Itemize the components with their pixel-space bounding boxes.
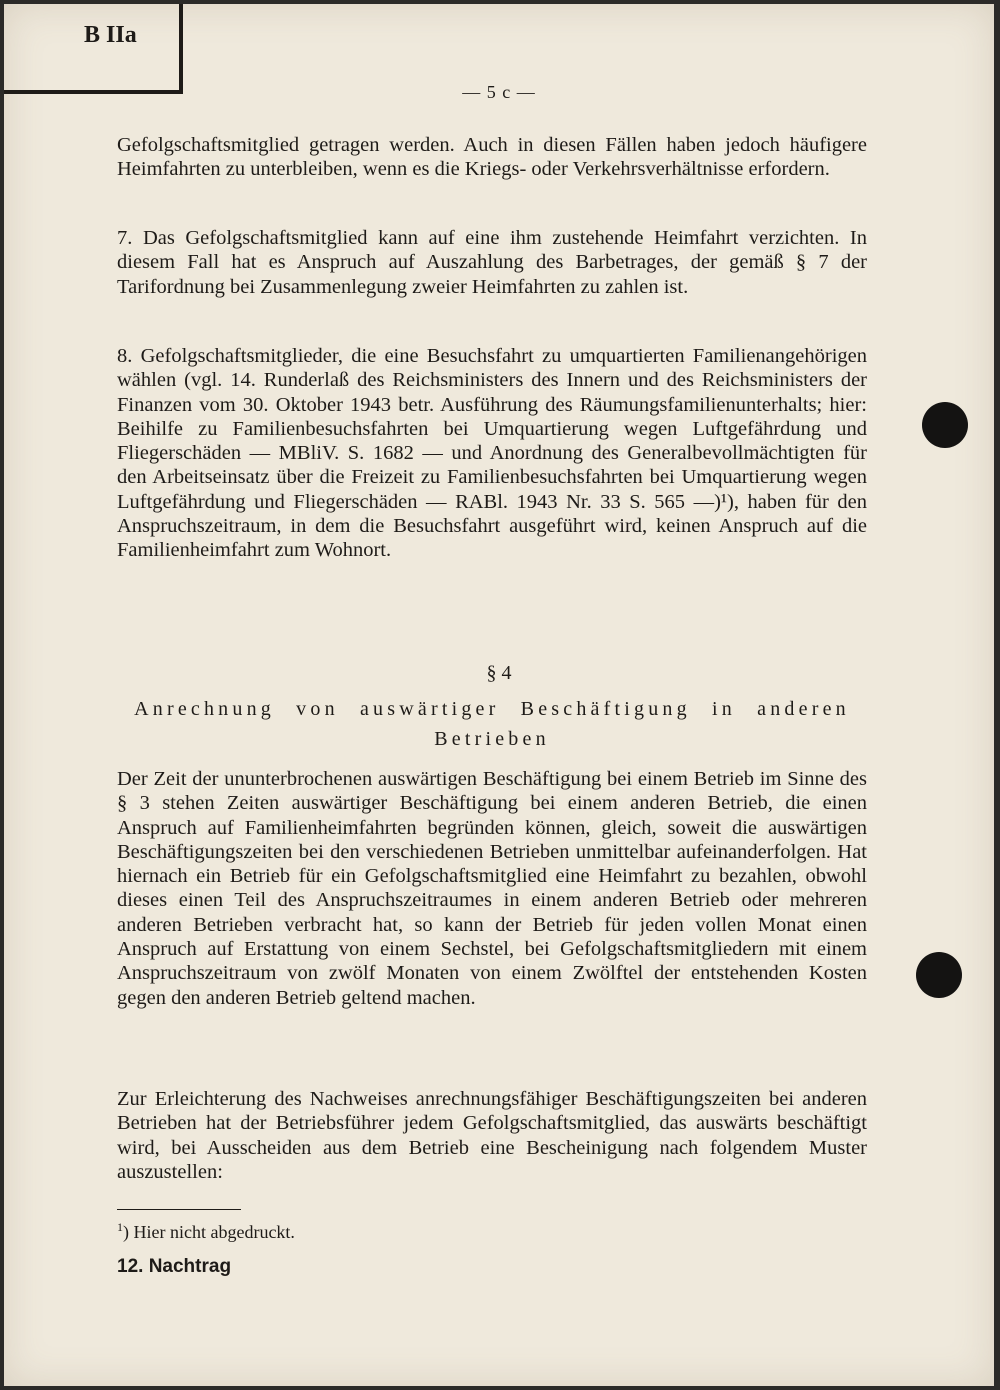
footnote bbox=[117, 1220, 295, 1243]
item-7-paragraph bbox=[117, 226, 867, 299]
item-8-text: 8. Gefolgschaftsmitglieder, die eine Besuchsfahrt zu umquartierten Familienangehörigen wählen (vgl. 14. Runderlaß des Reichsministers des Innern und des Reichsministers der Finanzen vom 30. Oktober 1943 betr. Ausführung des Räumungsfamilienunterhalts; hier: Beihilfe zu Familienbesuchsfahrten bei Umquartierung wegen Luftgefährdung und Fliegerschäden — MBliV. S. 1682 — und Anordnung des Generalbevollmächtigten für den Arbeitseinsatz über die Freizeit zu Familienbesuchsfahrten bei Umquartierung wegen Luftgefährdung und Fliegerschäden — RABl. 1943 Nr. 33 S. 565 —)¹), haben für den Anspruchszeitraum, in dem die Besuchsfahrt ausgeführt wird, keinen Anspruch auf die Familienheimfahrt zum Wohnort. bbox=[117, 345, 867, 562]
section-heading: Anrechnung von auswärtiger Beschäftigung in anderen Betrieben bbox=[134, 698, 850, 750]
footnote-text: ) Hier nicht abgedruckt. bbox=[123, 1222, 295, 1242]
continuation-paragraph bbox=[117, 133, 867, 182]
section-paragraph-2 bbox=[117, 1087, 867, 1184]
supplement-label: 12. Nachtrag bbox=[117, 1256, 232, 1277]
section-tag-box bbox=[4, 4, 183, 94]
item-8-paragraph bbox=[117, 344, 867, 563]
section-paragraph-2-text: Zur Erleichterung des Nachweises anrechnungsfähiger Beschäftigungszeiten bei anderen Betrieben hat der Betriebsführer jedem Gefolgschaftsmitglied, das auswärts beschäftigt wird, bei Ausscheiden aus dem Betrieb eine Bescheinigung nach folgendem Muster auszustellen: bbox=[117, 1088, 867, 1183]
continuation-text: Gefolgschaftsmitglied getragen werden. Auch in diesen Fällen haben jedoch häufigere Heimfahrten zu unterbleiben, wenn es die Kriegs- oder Verkehrsverhältnisse erfordern. bbox=[117, 134, 867, 181]
item-7-text: 7. Das Gefolgschaftsmitglied kann auf eine ihm zustehende Heimfahrt verzichten. In diesem Fall hat es Anspruch auf Auszahlung des Barbetrages, der gemäß § 7 der Tarifordnung bei Zusammenlegung zweier Heimfahrten zu zahlen ist. bbox=[117, 227, 867, 298]
page-number: — 5 c — bbox=[462, 82, 536, 102]
section-paragraph-1-text: Der Zeit der ununterbrochenen auswärtigen Beschäftigung bei einem Betrieb im Sinne des § 3 stehen Zeiten auswärtiger Beschäftigung bei einem anderen Betrieb, die einen Anspruch auf Familienheimfahrten begründen können, gleich, soweit die auswärtigen Beschäftigungszeiten bei den verschiedenen Betrieben unmittelbar aufeinanderfolgen. Hat hiernach ein Betrieb für ein Gefolgschaftsmitglied eine Heimfahrt zu bezahlen, obwohl dieses einen Teil des Anspruchszeitraumes in einem anderen Betrieb oder mehreren anderen Betrieben verbracht hat, so kann der Betrieb für jeden vollen Monat einen Anspruch auf Erstattung von einem Sechstel, bei Gefolgschaftsmitgliedern mit einem Anspruchszeitraum von zwölf Monaten von einem Zwölftel der entstehenden Kosten gegen den anderen Betrieb geltend machen. bbox=[117, 768, 867, 1009]
section-number: § 4 bbox=[486, 662, 512, 684]
punch-hole-lower bbox=[916, 952, 962, 998]
footnote-divider bbox=[117, 1209, 241, 1210]
document-page bbox=[4, 4, 994, 1386]
section-tag: B IIa bbox=[84, 22, 137, 48]
punch-hole-upper bbox=[922, 402, 968, 448]
section-paragraph-1 bbox=[117, 767, 867, 1010]
footnote-marker: 1 bbox=[117, 1220, 123, 1234]
